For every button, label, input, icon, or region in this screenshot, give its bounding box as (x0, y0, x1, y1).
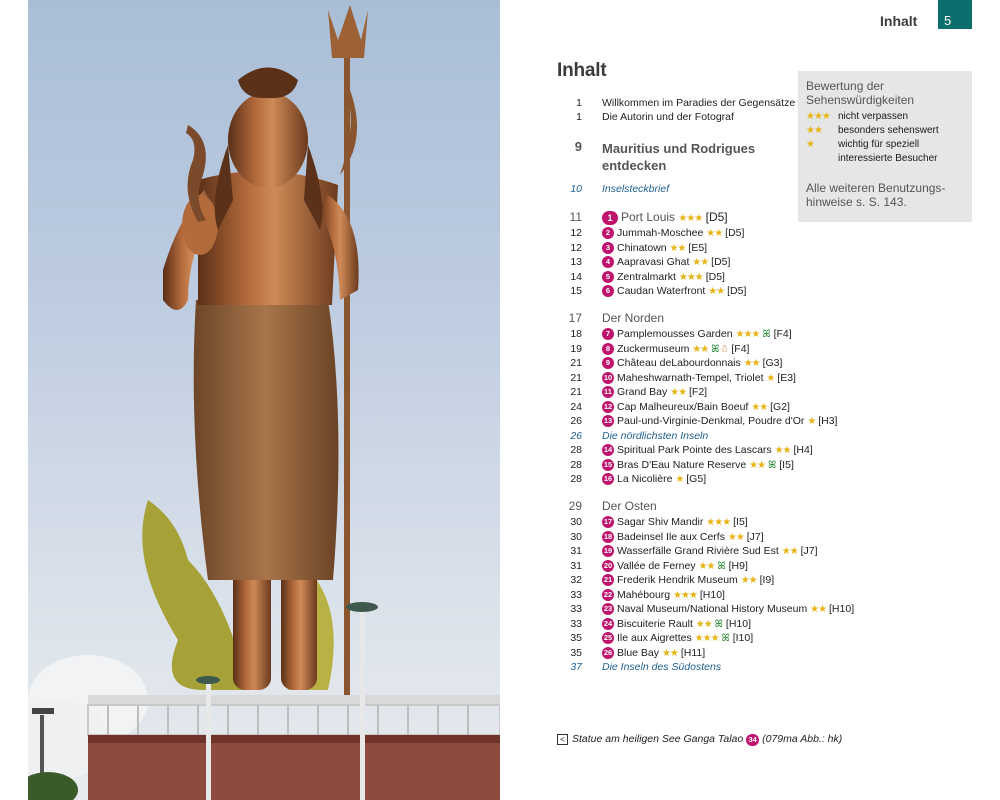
star-icon: ★★★ (706, 517, 731, 528)
poi-number-badge: 34 (746, 734, 759, 746)
star-icon: ★★ (692, 257, 709, 268)
legend-label: wichtig für speziell interessierte Besucher (838, 139, 938, 164)
toc-title: Sagar Shiv Mandir (617, 516, 704, 528)
rating-legend (798, 71, 972, 222)
running-header-title: Inhalt (880, 13, 918, 29)
star-icon: ★★ (749, 459, 766, 471)
poi-number-badge: 20 (603, 560, 613, 570)
toc-title: Blue Bay (617, 646, 660, 659)
legend-note: Alle weiteren Benutzungshinweise s. S. 143. (806, 181, 946, 209)
toc-title: Die Inseln des Südostens (602, 661, 722, 673)
child-icon: ☃ (719, 343, 729, 355)
poi-number-badge: 19 (603, 546, 613, 555)
toc-page: 37 (570, 661, 582, 673)
page-number-tab: 5 (938, 0, 972, 29)
star-icon: ★ (807, 416, 816, 427)
map-ref: [J7] (746, 530, 764, 543)
toc-title: Vallée de Ferney (617, 559, 696, 572)
toc-page: 15 (570, 285, 582, 297)
nature-icon: ꕤ (762, 329, 771, 340)
toc-title: Port Louis (621, 210, 676, 224)
legend-title: Bewertung der Sehenswürdigkeiten (806, 79, 915, 107)
star-icon: ★★ (692, 343, 709, 355)
toc-page: 21 (570, 386, 582, 398)
nature-icon: ꕤ (711, 343, 720, 355)
poi-number-badge: 8 (602, 343, 614, 355)
poi-number-badge: 16 (603, 474, 613, 483)
poi-number-badge: 10 (603, 372, 613, 382)
map-ref: [J7] (800, 545, 818, 557)
toc-title: Jummah-Moschee (617, 227, 704, 239)
toc-page: 31 (570, 545, 582, 557)
toc-title: Ile aux Aigrettes (617, 632, 692, 644)
star-icon: ★★ (740, 575, 757, 586)
toc-title: Caudan Waterfront (617, 285, 706, 297)
toc-title: Cap Malheureux/Bain Boeuf (617, 400, 749, 413)
poi-number-badge: 4 (602, 256, 614, 268)
toc-title: La Nicolière (617, 473, 673, 485)
poi-number-badge: 7 (602, 328, 614, 340)
nature-icon: ꕤ (768, 459, 777, 471)
toc-page: 24 (570, 400, 582, 413)
star-icon: ★★★ (694, 633, 719, 644)
toc-title: Château deLabourdonnais (617, 357, 741, 369)
toc-title: Frederik Hendrik Museum (617, 574, 738, 586)
star-icon: ★★★ (678, 213, 703, 224)
poi-number-badge: 22 (603, 589, 613, 599)
map-ref: [F4] (731, 342, 750, 355)
toc-title: Grand Bay (617, 386, 668, 398)
legend-label: nicht verpassen (838, 111, 909, 122)
toc-title: Chinatown (617, 241, 667, 254)
poi-number-badge: 5 (602, 271, 614, 283)
toc-page: 31 (570, 559, 582, 572)
map-ref: [H10] (829, 603, 855, 615)
map-ref: [G5] (686, 473, 707, 485)
star-icon: ★★ (669, 242, 686, 254)
toc-title: Bras D'Eau Nature Reserve (617, 458, 747, 471)
map-ref: [I9] (759, 574, 775, 586)
toc-page: 26 (570, 429, 582, 442)
map-ref: [H3] (818, 415, 838, 427)
three-star-icon: ★★★ (806, 111, 830, 122)
toc-page: 12 (570, 241, 582, 254)
toc-title: Die Autorin und der Fotograf (602, 111, 734, 123)
toc-page: 30 (570, 530, 582, 543)
toc-page: 28 (570, 458, 582, 471)
map-ref: [I5] (733, 516, 748, 528)
star-icon: ★★★ (678, 271, 703, 283)
map-ref: [F2] (688, 386, 708, 398)
star-icon: ★★ (670, 387, 687, 398)
toc-title: Mahébourg (617, 588, 671, 601)
toc-title: Inselsteckbrief (602, 183, 670, 195)
map-ref: [H9] (728, 559, 748, 572)
poi-number-badge: 12 (603, 401, 613, 411)
toc-title: Zentralmarkt (617, 270, 676, 283)
toc-title: Biscuiterie Rault (617, 617, 693, 630)
poi-number-badge: 26 (603, 647, 613, 657)
map-ref: [H11] (680, 646, 706, 659)
toc-page: 26 (570, 415, 582, 427)
map-ref: [H4] (793, 444, 813, 456)
page-title: Inhalt (557, 60, 607, 81)
star-icon: ★★ (661, 647, 678, 659)
map-ref: [D5] (711, 256, 731, 268)
arrow-left-icon: < (557, 734, 568, 745)
legend-row (806, 124, 836, 138)
two-star-icon: ★★ (806, 125, 822, 136)
map-ref: [D5] (725, 227, 745, 239)
map-ref: [G2] (770, 400, 790, 413)
poi-number-badge: 21 (603, 575, 613, 584)
map-ref: [F4] (773, 328, 792, 340)
toc-page: 33 (570, 617, 582, 630)
caption-text: Statue am heiligen See Ganga Talao (572, 733, 744, 745)
star-icon: ★ (675, 474, 684, 485)
toc-page: 32 (570, 574, 582, 586)
toc-page: 21 (570, 371, 582, 384)
star-icon: ★★ (698, 560, 715, 572)
map-ref: [D5] (727, 285, 747, 297)
toc-page: 13 (570, 256, 582, 268)
photo-caption (557, 733, 842, 746)
toc-page: 33 (570, 603, 582, 615)
poi-number-badge: 25 (603, 633, 613, 642)
map-ref: [I10] (732, 632, 754, 644)
toc-title: Badeinsel Ile aux Cerfs (617, 530, 725, 543)
poi-number-badge: 13 (603, 416, 613, 425)
toc-page: 17 (568, 311, 582, 325)
toc-title: Zuckermuseum (617, 342, 690, 355)
toc-title: Mauritius und Rodrigues entdecken (602, 141, 756, 173)
toc-title: Maheshwarnath-Tempel, Triolet (617, 371, 764, 384)
toc-title: Paul-und-Virginie-Denkmal, Poudre d'Or (617, 415, 805, 427)
toc-title: Willkommen im Paradies der Gegensätze (602, 97, 796, 109)
poi-number-badge: 3 (602, 242, 614, 254)
toc-title: Naval Museum/National History Museum (617, 603, 808, 615)
toc-page: 33 (570, 588, 582, 601)
legend-label: besonders sehenswert (838, 125, 939, 136)
star-icon: ★★ (727, 531, 744, 543)
poi-number-badge: 9 (602, 357, 614, 369)
poi-number-badge: 2 (602, 227, 614, 239)
toc-page: 28 (570, 444, 582, 456)
star-icon: ★★ (774, 445, 791, 456)
poi-number-badge: 14 (603, 445, 613, 454)
star-icon: ★ (766, 372, 775, 384)
toc-page: 35 (570, 646, 582, 659)
toc-page: 35 (570, 632, 582, 644)
star-icon: ★★ (781, 546, 798, 557)
poi-number-badge: 6 (602, 285, 614, 297)
toc-title: Pamplemousses Garden (617, 328, 733, 340)
nature-icon: ꕤ (717, 560, 726, 572)
nature-icon: ꕤ (714, 618, 723, 630)
star-icon: ★★★ (673, 589, 697, 601)
legend-row (806, 110, 836, 124)
toc-title: Wasserfälle Grand Rivière Sud Est (617, 545, 779, 557)
poi-number-badge: 1 (602, 211, 618, 225)
star-icon: ★★★ (735, 329, 760, 340)
statue-photo (28, 0, 500, 800)
map-ref: [D5] (705, 270, 725, 283)
star-icon: ★★ (743, 358, 760, 369)
statue-illustration (28, 0, 500, 800)
poi-number-badge: 15 (603, 459, 613, 469)
poi-number-badge: 23 (603, 604, 613, 613)
map-ref: [I5] (779, 458, 794, 471)
star-icon: ★★ (695, 618, 712, 630)
star-icon: ★★ (751, 401, 768, 413)
toc-page: 9 (574, 139, 582, 154)
star-icon: ★★ (706, 228, 723, 239)
toc-title: Die nördlichsten Inseln (602, 429, 709, 442)
toc-page: 30 (570, 516, 582, 528)
map-ref: [G3] (762, 357, 783, 369)
toc-title: Der Osten (602, 499, 657, 513)
poi-number-badge: 17 (603, 517, 613, 526)
toc-page: 1 (576, 97, 582, 109)
toc-page: 12 (570, 227, 582, 239)
toc-page: 10 (570, 183, 582, 195)
map-ref: [E3] (777, 371, 796, 384)
star-icon: ★★ (810, 604, 827, 615)
toc-title: Der Norden (602, 311, 665, 325)
poi-number-badge: 18 (603, 531, 613, 541)
star-icon: ★★ (708, 286, 725, 297)
map-ref: [E5] (688, 241, 708, 254)
toc-page: 18 (570, 328, 582, 340)
legend-row (806, 138, 836, 152)
toc-page: 29 (568, 499, 582, 513)
toc-page: 11 (569, 210, 582, 224)
map-ref: [D5] (705, 210, 728, 224)
nature-icon: ꕤ (721, 633, 730, 644)
poi-number-badge: 24 (603, 618, 613, 628)
map-ref: [H10] (699, 588, 725, 601)
toc-page: 28 (570, 473, 582, 485)
toc-title: Aapravasi Ghat (617, 256, 690, 268)
toc-page: 19 (570, 342, 582, 355)
poi-number-badge: 11 (602, 386, 614, 398)
toc-page: 14 (570, 270, 582, 283)
map-ref: [H10] (725, 617, 752, 630)
toc-page: 21 (570, 357, 582, 369)
one-star-icon: ★ (806, 139, 814, 150)
toc-title: Spiritual Park Pointe des Lascars (617, 444, 772, 456)
caption-credit: (079ma Abb.: hk) (762, 733, 843, 745)
toc-page: 1 (576, 111, 582, 123)
